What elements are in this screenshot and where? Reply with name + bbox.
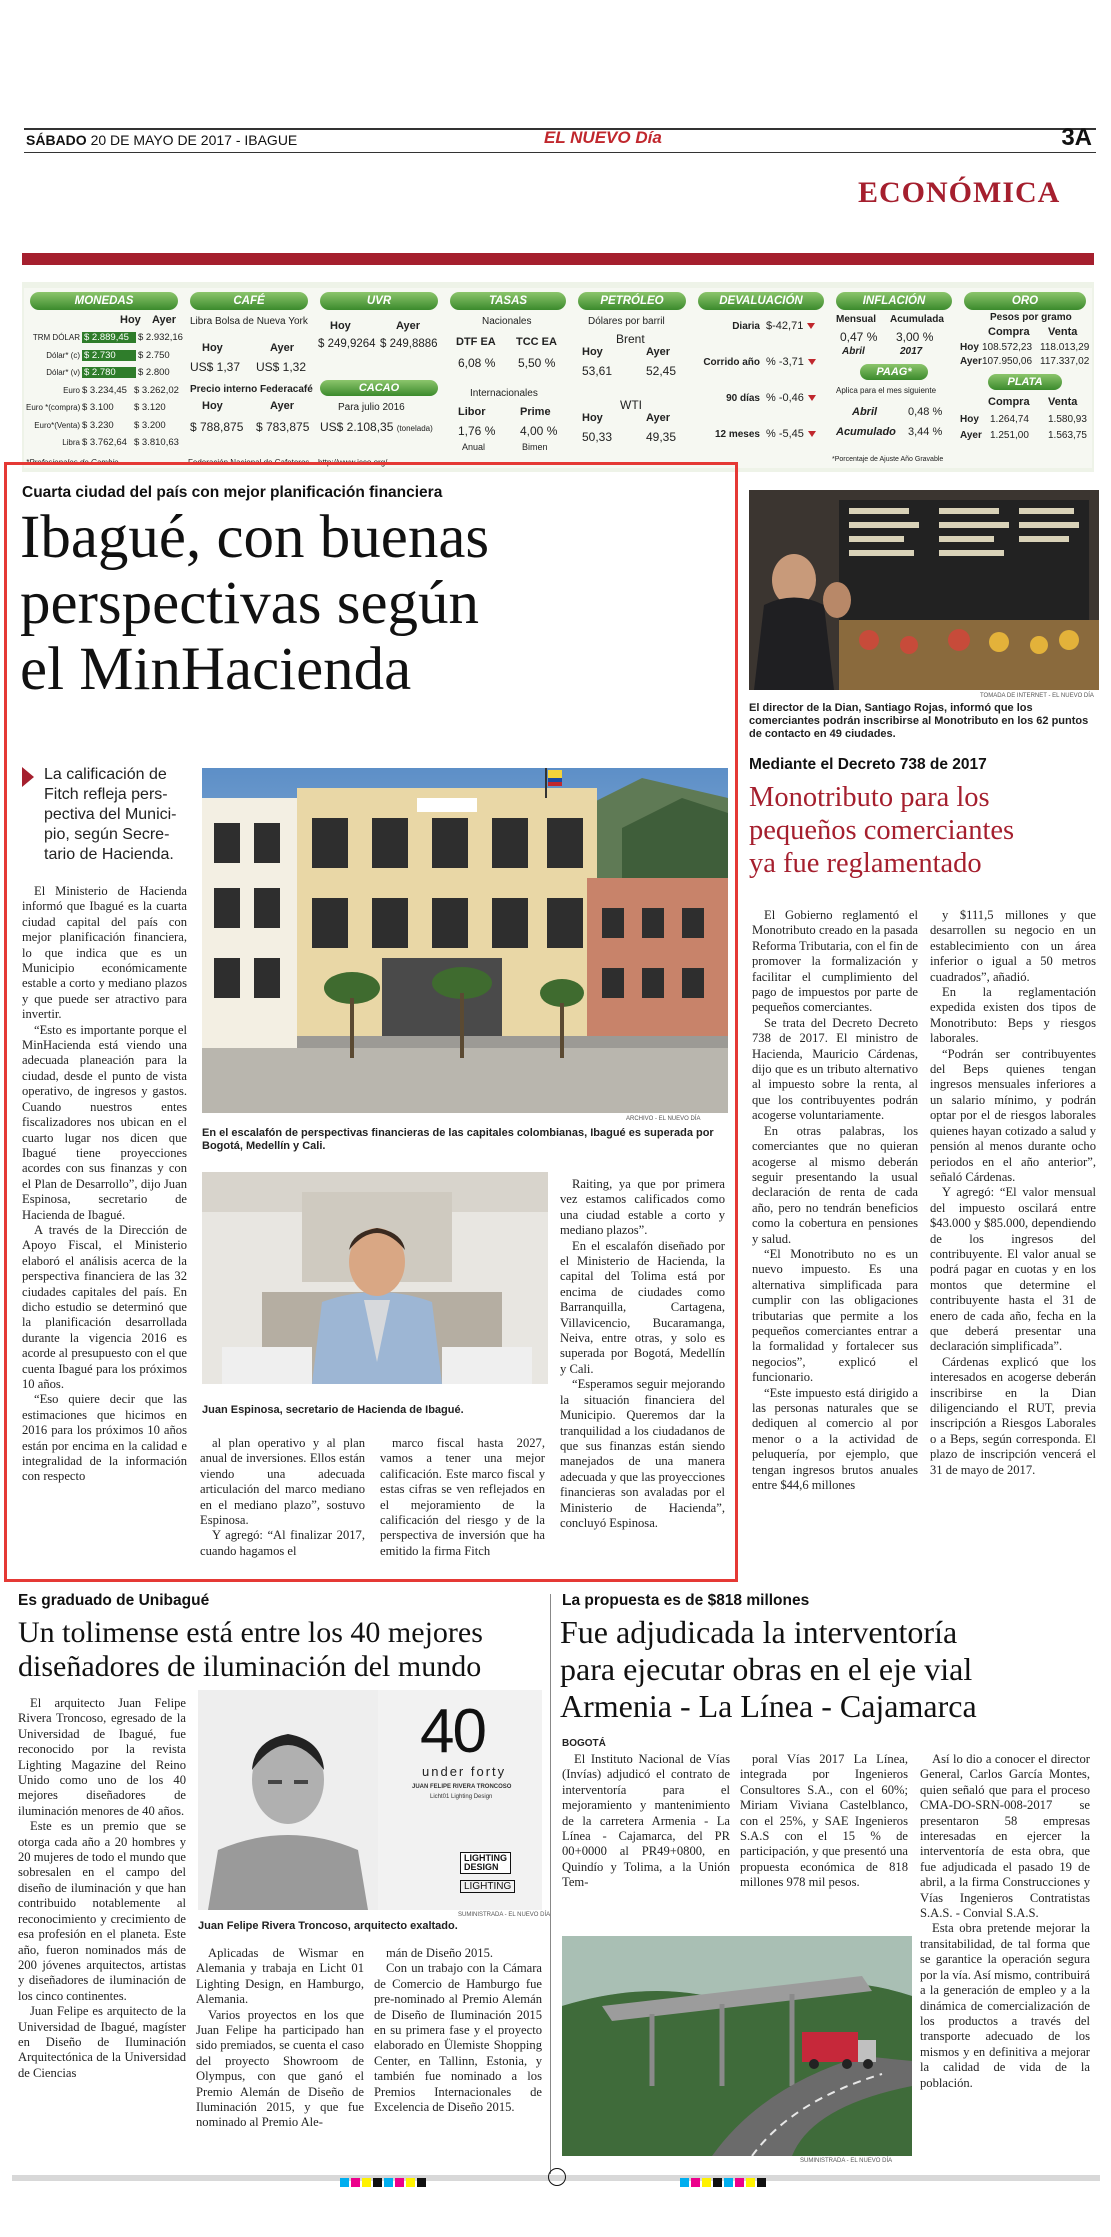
- lead-paragraph: A través de la Dirección de Apoyo Fiscal, el Ministerio elaboró el análisis acerca de la perspectiva financiera de las 32 ciudades capitales del país. En dicho estudio se determinó que la planificación desarrollada durante la vigencia 2016 es acorde al presupuesto con el que cuenta Ibagué para los próximos 10 años.: [22, 1222, 187, 1391]
- monotributo-paragraph: En la reglamentación expedida existen dos tipos de Monotributo: Beps y riesgos laborales.: [930, 985, 1096, 1046]
- monedas-row-ayer: $ 3.810,63: [134, 437, 179, 448]
- disenador-paragraph: Aplicadas de Wismar en Alemania y trabaja en Licht 01 Lighting Design, en Hamburgo, Alemania.: [196, 1946, 364, 2007]
- oro-hoy-label: Hoy: [960, 342, 979, 353]
- tasas-sub2: Internacionales: [470, 388, 538, 399]
- trend-down-icon: [808, 359, 816, 365]
- monedas-row: [26, 385, 179, 396]
- interventoria-headline-line3: Armenia - La Línea - Cajamarca: [560, 1688, 977, 1724]
- monotributo-photo-caption: El director de la Dian, Santiago Rojas, informó que los comerciantes podrán inscribirse al Monotributo en los 62 puntos de contacto en 49 ciudades.: [749, 702, 1089, 740]
- petroleo-brent-ayer: 52,45: [646, 364, 677, 378]
- inflacion-col-mensual: Mensual: [836, 314, 877, 325]
- devaluacion-row-value: $-42,71: [766, 320, 804, 332]
- day-label: SÁBADO: [26, 132, 87, 148]
- paag-sub: Aplica para el mes siguiente: [836, 386, 937, 395]
- monedas-row-hoy: $ 2.730: [82, 350, 136, 361]
- monedas-row-label: Dólar* (v): [46, 368, 80, 377]
- petroleo-title: PETRÓLEO: [578, 292, 686, 310]
- color-registration-bar-right: [680, 2174, 768, 2183]
- interventoria-paragraph: poral Vías 2017 La Línea, integrada por Ingenieros Consultores S.A., con el 60%; Miriam Viviana Castelblanco, con el 25%, y SAE Ingenieros S.A.S con el 15 % de participación, y que presentó una propuesta económica de 818 millones 978 mil pesos.: [740, 1752, 908, 1890]
- disenador-headline-line2: diseñadores de iluminación del mundo: [18, 1650, 482, 1683]
- panel-uvr: [314, 288, 445, 468]
- road-illustration: [562, 1936, 912, 2156]
- page-header: [24, 124, 1096, 152]
- monedas-row-hoy: $ 3.762,64: [82, 437, 127, 448]
- paag-abril-label: Abril: [852, 406, 878, 418]
- cacao-value-row: [320, 420, 433, 434]
- interventoria-kicker: La propuesta es de $818 millones: [562, 1592, 810, 1609]
- monedas-row-hoy: $ 3.100: [82, 402, 114, 413]
- paag-title: PAAG*: [860, 364, 928, 380]
- monotributo-headline-line1: Monotributo para los: [749, 782, 990, 813]
- oro-hoy-venta: 118.013,29: [1040, 342, 1090, 353]
- cafe-col-ayer: Ayer: [270, 342, 295, 354]
- inflacion-title: INFLACIÓN: [836, 292, 952, 310]
- paag-acumulado-label: Acumulado: [836, 426, 896, 438]
- disenador-paragraph: Varios proyectos en los que Juan Felipe ha participado han sido premiados, se cuenta el caso del proyecto Showroom de Olympus, con que ganó el Premio Alemán de Diseño de Iluminación 2015, y que fue nominado al Premio Ale-: [196, 2007, 364, 2130]
- lead-paragraph: Raiting, ya que por primera vez estamos calificados como una ciudad estable a corto y mediano plazos”.: [560, 1177, 725, 1238]
- petroleo-col-ayer-2: Ayer: [646, 412, 671, 424]
- lead-photo1-credit: ARCHIVO - EL NUEVO DÍA: [626, 1116, 701, 1122]
- cacao-title: CACAO: [320, 380, 438, 396]
- monotributo-paragraph: Se trata del Decreto Decreto 738 de 2017. El ministro de Hacienda, Mauricio Cárdenas, dijo que es un tributo alternativo al impuesto sobre la renta, al que los contribuyentes podrán acogerse voluntariamente.: [752, 1015, 918, 1123]
- summary-marker-icon: [22, 767, 34, 787]
- award-number: 40: [420, 1697, 485, 1766]
- interventoria-column-2: [740, 1752, 908, 1891]
- petroleo-wti-ayer: 49,35: [646, 430, 677, 444]
- monedas-row-hoy: $ 3.230: [82, 419, 114, 431]
- petroleo-col-ayer: Ayer: [646, 346, 671, 358]
- disenador-column-2: [196, 1946, 364, 2131]
- oro-hoy-compra: 108.572,23: [982, 342, 1033, 353]
- column-rule: [550, 1594, 551, 2174]
- lead-building-photo: [202, 768, 728, 1113]
- lead-paragraph: Y agregó: “Al finalizar 2017, cuando hagamos el: [200, 1528, 365, 1558]
- uvr-ayer: $ 249,8886: [380, 338, 438, 350]
- lead-column-4: [560, 1177, 725, 1531]
- disenador-column-3: [374, 1946, 542, 2115]
- interventoria-dateline: BOGOTÁ: [562, 1738, 606, 1749]
- tasas-libor: 1,76 %: [458, 424, 496, 438]
- monotributo-headline-line2: pequeños comerciantes: [749, 815, 1015, 846]
- plata-col-venta: Venta: [1048, 396, 1078, 408]
- interventoria-paragraph: Así lo dio a conocer el director General, Carlos García Montes, quien señaló que para el proceso CMA-DO-SRN-008-2017 se presentaron 58 empresas interesadas en ejercer la interventoría de esta obra, que fue adjudicada el pasado 19 de abril, a la firma Construcciones y Vías Ingenieros Contratistas S.A.S. - Convial S.A.S.: [920, 1752, 1090, 1921]
- monedas-row-label: Euro *(compra): [26, 403, 81, 412]
- summary-line: La calificación de: [44, 766, 167, 783]
- monotributo-paragraph: Y agregó: “El valor mensual del impuesto oscilará entre $43.000 y $85.000, dependiendo de los ingresos del contribuyente. El valor anual se podrá pagar en cuotas y en los montos que determine el contribuyente hasta el 31 de enero de cada año, fecha en la que deberá presentar una declaración simplificada”.: [930, 1185, 1096, 1354]
- date-label: 20 DE MAYO DE 2017 - IBAGUE: [90, 132, 298, 148]
- uvr-col-hoy: Hoy: [330, 320, 351, 332]
- disenador-photo-caption: Juan Felipe Rivera Troncoso, arquitecto exaltado.: [198, 1920, 458, 1932]
- plata-col-compra: Compra: [988, 396, 1030, 408]
- disenador-kicker: Es graduado de Unibagué: [18, 1592, 210, 1609]
- date-line: [26, 132, 297, 148]
- lead-paragraph: marco fiscal hasta 2027, vamos a tener una mejor calificación. Este marco fiscal y estas cifras se ven reflejados en el mejoramiento de la calificación del riesgo y de la perspectiva de inversión que ha emitido la firma Fitch: [380, 1436, 545, 1558]
- monotributo-headline: [749, 781, 1099, 880]
- lead-paragraph: “Eso quiere decir que las estimaciones que hicimos en 2016 para los próximos 10 años están por encima en la calidad e integralidad de la información con respecto: [22, 1392, 187, 1484]
- tasas-dtf: 6,08 %: [458, 356, 496, 370]
- interventoria-paragraph: El Instituto Nacional de Vías (Invías) adjudicó el contrato de interventoría para el mejoramiento y mantenimiento de la carretera Armenia - La Línea - Cajamarca, del PR 00+0000 al PR49+0800, en Quindío y Tolima, a la Unión Tem-: [562, 1752, 730, 1890]
- inflacion-col-acumulada: Acumulada: [890, 314, 944, 325]
- cacao-unit: (tonelada): [396, 424, 433, 433]
- monotributo-photo: [749, 490, 1099, 690]
- devaluacion-row: [696, 428, 826, 440]
- devaluacion-row: [696, 356, 826, 368]
- market-stall-illustration: [749, 490, 1099, 690]
- monotributo-paragraph: “Podrán ser contribuyentes del Beps quienes tengan ingresos mensuales inferiores a un salario mínimo, y podrán optar por el de riesgos laborales quienes hayan cotizado a salud y pensión al menos durante ocho periodos en el año anterior”, señaló Cárdenas.: [930, 1046, 1096, 1184]
- award-tagline: under forty: [422, 1764, 507, 1779]
- inflacion-note: *Porcentaje de Ajuste Año Gravable: [832, 456, 944, 463]
- interventoria-road-photo: [562, 1936, 912, 2156]
- monotributo-paragraph: En otras palabras, los comerciantes que no quieran acogerse al mismo deberán seguir presentando la usual declaración de renta de cada año, pero no tendrán beneficios como la cobertura en pensiones y salud.: [752, 1123, 918, 1246]
- lighting-design-logo: [460, 1852, 511, 1874]
- devaluacion-row-label: Diaria: [732, 321, 760, 332]
- trend-down-icon: [807, 323, 815, 329]
- monedas-row-ayer: $ 2.750: [138, 349, 170, 361]
- summary-line: tario de Hacienda.: [44, 846, 174, 863]
- tasas-sub: Nacionales: [482, 316, 532, 327]
- monedas-row-ayer: $ 3.120: [134, 402, 166, 413]
- monedas-row-label: Euro: [63, 385, 80, 395]
- architect-portrait-illustration: [198, 1690, 378, 1910]
- monedas-row-label: Libra: [62, 438, 80, 447]
- logo-word: DESIGN: [464, 1862, 499, 1872]
- petroleo-col-hoy-2: Hoy: [582, 412, 603, 424]
- monedas-row: [26, 437, 179, 448]
- petroleo-sub: Dólares por barril: [588, 316, 665, 327]
- interventoria-column-1: [562, 1752, 730, 1891]
- cafe-hoy2: $ 788,875: [190, 420, 244, 434]
- disenador-column-1: [18, 1696, 186, 2081]
- monotributo-paragraph: El Gobierno reglamentó el Monotributo creado en la pasada Reforma Tributaria, con el fin de promover la formalización y facilitar el cumplimiento del pago de impuestos por parte de pequeños comerciantes.: [752, 908, 918, 1015]
- panel-tasas: [444, 288, 573, 468]
- lead-column-1: [22, 884, 187, 1485]
- cacao-sub: Para julio 2016: [338, 402, 405, 413]
- monotributo-paragraph: “Este impuesto está dirigido a las personas naturales que se dediquen al comercio al por menor o a la actividad de peluquería, por ejemplo, que tengan ingresos brutos anuales entre $44,6 millones: [752, 1385, 918, 1493]
- plata-ayer-compra: 1.251,00: [990, 430, 1029, 441]
- inflacion-month: Abril: [842, 346, 865, 357]
- monedas-row: [26, 350, 170, 361]
- disenador-paragraph: mán de Diseño 2015.: [386, 1946, 494, 1960]
- building-illustration: [202, 768, 728, 1113]
- panel-petroleo: [572, 288, 693, 468]
- plata-hoy-label: Hoy: [960, 414, 979, 425]
- plata-title: PLATA: [988, 374, 1062, 390]
- disenador-paragraph: Este es un premio que se otorga cada año a 20 hombres y 20 mujeres de todo el mundo que sobresalen en el campo del diseño de iluminación y que han contribuido notablemente al reconocimiento y crecimiento de esa profesión en el planeta. Este año, fueron nominados más de 200 jóvenes arquitectos, artistas y diseñadores de iluminación de los cinco continentes.: [18, 1819, 186, 2003]
- devaluacion-row-label: 12 meses: [714, 429, 760, 440]
- cafe-sub: Libra Bolsa de Nueva York: [190, 316, 308, 327]
- petroleo-brent: Brent: [616, 332, 645, 346]
- lead-summary-text: [44, 765, 177, 865]
- trend-down-icon: [808, 395, 816, 401]
- tasas-col-libor: Libor: [458, 406, 486, 418]
- oro-col-compra: Compra: [988, 326, 1030, 338]
- cafe-col-ayer-2: Ayer: [270, 400, 295, 412]
- monedas-row-label: TRM DÓLAR: [32, 333, 80, 342]
- newspaper-logo: EL NUEVO Día: [544, 128, 662, 147]
- color-registration-bar-left: [340, 2174, 428, 2183]
- panel-cafe: [184, 288, 315, 468]
- panel-devaluacion: [692, 288, 831, 468]
- cafe-sub2: Precio interno Federacafé: [190, 384, 313, 395]
- devaluacion-row-value: % -0,46: [766, 392, 804, 404]
- monedas-row: [26, 402, 166, 413]
- portrait-illustration: [202, 1172, 548, 1384]
- uvr-col-ayer: Ayer: [396, 320, 421, 332]
- devaluacion-row: [696, 320, 826, 332]
- petroleo-wti: WTI: [620, 398, 642, 412]
- oro-ayer-compra: 107.950,06: [982, 356, 1033, 367]
- page-number: 3A: [1061, 124, 1092, 151]
- interventoria-headline: [560, 1614, 1100, 1725]
- cafe-note: Federación Nacional de Cafeteros: [188, 458, 310, 467]
- lead-paragraph: al plan operativo y al plan anual de inversiones. Ellos están viendo una adecuada articulación del marco mediano en el mediano plazo”, sostuvo Espinosa.: [200, 1436, 365, 1528]
- paag-acumulado-value: 3,44 %: [908, 426, 943, 438]
- monotributo-photo-credit: TOMADA DE INTERNET - EL NUEVO DÍA: [980, 693, 1094, 699]
- devaluacion-row-value: % -3,71: [766, 356, 804, 368]
- cafe-col-hoy-2: Hoy: [202, 400, 223, 412]
- monedas-row-ayer: $ 2.932,16: [138, 332, 183, 343]
- monedas-row-label: Euro*(Venta): [34, 420, 80, 430]
- devaluacion-row-label: Corrido año: [703, 357, 760, 368]
- monotributo-paragraph: Cárdenas explicó que los interesados en acogerse deberán inscribirse en la Dian diligenciando el RUT, previa inscripción a Riesgos Laborales o a Beps, según corresponda. El plazo de inscripción vencerá el 31 de mayo de 2017.: [930, 1354, 1096, 1477]
- summary-line: Fitch refleja pers-: [44, 786, 168, 803]
- lead-paragraph: En el escalafón diseñado por el Ministerio de Hacienda, la capital del Tolima está por encima de ciudades como Barranquilla, Cartagena, Villavicencio, Bucaramanga, Neiva, entre otras, y solo es superada por Bogotá, Medellín y Cali.: [560, 1238, 725, 1376]
- interventoria-headline-line1: Fue adjudicada la interventoría: [560, 1614, 958, 1650]
- lead-paragraph: “Esto es importante porque el MinHacienda está viendo una adecuada planeación para la ciudad, desde el punto de vista operativo, de ingresos y gastos. Cuando nuestros entes fiscalizadores nos ubican en el cuarto lugar nos dicen que Ibagué tiene proyecciones acordes con sus finanzas y con el Plan de Desarrollo”, dijo Juan Espinosa, secretario de Hacienda de Ibagué.: [22, 1022, 187, 1222]
- lead-column-3: [380, 1436, 545, 1559]
- inflacion-acumulada: 3,00 %: [896, 330, 934, 344]
- monedas-row-ayer: $ 3.200: [134, 419, 166, 431]
- award-name: JUAN FELIPE RIVERA TRONCOSO: [412, 1784, 512, 1790]
- oro-title: ORO: [964, 292, 1086, 310]
- tasas-tcc: 5,50 %: [518, 356, 556, 370]
- oro-ayer-label: Ayer: [960, 356, 982, 367]
- logo-word: LIGHTING: [464, 1853, 507, 1863]
- cafe-hoy: US$ 1,37: [190, 360, 241, 374]
- uvr-note: http://www.icco.org/: [318, 458, 388, 467]
- monedas-row-ayer: $ 3.262,02: [134, 384, 179, 396]
- plata-ayer-venta: 1.563,75: [1048, 430, 1087, 441]
- monedas-row-hoy: $ 3.234,45: [82, 384, 127, 396]
- tasas-title: TASAS: [450, 292, 566, 310]
- lead-portrait-photo: [202, 1172, 548, 1384]
- award-company: Licht01 Lighting Design: [430, 1794, 493, 1800]
- monotributo-column-2: [930, 908, 1096, 1478]
- uvr-title: UVR: [320, 292, 438, 310]
- cafe-col-hoy: Hoy: [202, 342, 223, 354]
- monedas-row: [26, 420, 166, 431]
- lead-photo2-caption: Juan Espinosa, secretario de Hacienda de Ibagué.: [202, 1404, 464, 1416]
- lead-column-2: [200, 1436, 365, 1559]
- lead-headline-line1: Ibagué, con buenas: [20, 504, 490, 571]
- section-title: ECONÓMICA: [858, 176, 1061, 209]
- plata-hoy-compra: 1.264,74: [990, 414, 1029, 425]
- oro-col-venta: Venta: [1048, 326, 1078, 338]
- monedas-row: [26, 332, 183, 343]
- petroleo-col-hoy: Hoy: [582, 346, 603, 358]
- devaluacion-row-value: % -5,45: [766, 428, 804, 440]
- monedas-row-hoy: $ 2.780: [82, 367, 136, 378]
- devaluacion-title: DEVALUACIÓN: [698, 292, 824, 310]
- disenador-photo-credit: SUMINISTRADA - EL NUEVO DÍA: [458, 1912, 551, 1918]
- tasas-note-anual: Anual: [462, 442, 486, 452]
- monedas-note: *Profesionales de Cambio: [26, 458, 119, 467]
- disenador-paragraph: Con un trabajo con la Cámara de Comercio de Hamburgo fue pre-nominado al Premio Alemán de Diseño de Iluminación 2015 en su primera fase y el proyecto elaborado en Ülemiste Shopping Center, en Tallinn, Estonia, y también fue nominado a los Premios Internacionales de Excelencia de Diseño 2015.: [374, 1961, 542, 2115]
- lead-paragraph: “Esperamos seguir mejorando la situación financiera del Municipio. Queremos dar la tranquilidad a los ciudadanos de que sus finanzas están siendo manejados de una manera adecuada y que las proyecciones financieras son avaladas por el Ministerio de Hacienda”, concluyó Espinosa.: [560, 1377, 725, 1530]
- monotributo-column-1: [752, 908, 918, 1493]
- lead-headline: [20, 505, 725, 703]
- lighting-logo: LIGHTING: [460, 1880, 515, 1893]
- plata-hoy-venta: 1.580,93: [1048, 414, 1087, 425]
- paag-abril-value: 0,48 %: [908, 406, 943, 418]
- lead-kicker: Cuarta ciudad del país con mejor planificación financiera: [22, 484, 443, 501]
- lead-headline-line2: perspectivas según: [20, 570, 480, 637]
- section-rule: [22, 253, 1094, 265]
- devaluacion-row-label: 90 días: [726, 393, 760, 404]
- monotributo-paragraph: y $111,5 millones y que desarrollen su negocio en un establecimiento con un área inferior o igual a 50 metros cuadrados”, añadió.: [930, 908, 1096, 984]
- disenador-paragraph: El arquitecto Juan Felipe Rivera Troncoso, egresado de la Universidad de Ibagué, fue reconocido por la revista Lighting Magazine del Reino Unido como uno de los 40 mejores diseñadores de iluminación menores de 40 años.: [18, 1696, 186, 1818]
- petroleo-brent-hoy: 53,61: [582, 364, 613, 378]
- summary-line: pectiva del Munici-: [44, 806, 177, 823]
- interventoria-headline-line2: para ejecutar obras en el eje vial: [560, 1651, 973, 1687]
- tasas-prime: 4,00 %: [520, 424, 558, 438]
- tasas-col-dtf: DTF EA: [456, 336, 496, 348]
- interventoria-column-3: [920, 1752, 1090, 2091]
- registration-mark-icon: [548, 2168, 566, 2186]
- cacao-value: US$ 2.108,35: [320, 420, 394, 434]
- petroleo-wti-hoy: 50,33: [582, 430, 613, 444]
- inflacion-year: 2017: [900, 346, 923, 357]
- cafe-title: CAFÉ: [190, 292, 308, 310]
- panel-oro: [958, 288, 1092, 468]
- monedas-row-hoy: $ 2.889,45: [82, 332, 136, 343]
- trend-down-icon: [808, 431, 816, 437]
- panel-monedas: [24, 288, 185, 468]
- tasas-note-bimen: Bimen: [522, 442, 548, 452]
- plata-ayer-label: Ayer: [960, 430, 982, 441]
- cafe-ayer: US$ 1,32: [256, 360, 307, 374]
- monedas-col-ayer: Ayer: [152, 314, 177, 326]
- oro-ayer-venta: 117.337,02: [1040, 356, 1090, 367]
- monotributo-headline-line3: ya fue reglamentado: [749, 848, 982, 879]
- lead-headline-line3: el MinHacienda: [20, 636, 412, 703]
- cafe-ayer2: $ 783,875: [256, 420, 310, 434]
- oro-sub: Pesos por gramo: [990, 312, 1072, 323]
- award-badge: [400, 1696, 540, 1896]
- monotributo-paragraph: “El Monotributo no es un nuevo impuesto. Es una alternativa simplificada para cumplir con las obligaciones tributarias que permite a los pequeños comerciantes entrar a la formalidad y fortalecer sus negocios”, explicó el funcionario.: [752, 1246, 918, 1385]
- monedas-row-label: Dólar* (c): [46, 350, 80, 360]
- uvr-hoy: $ 249,9264: [318, 338, 376, 350]
- monedas-row: [26, 367, 170, 378]
- inflacion-mensual: 0,47 %: [840, 330, 878, 344]
- monedas-row-ayer: $ 2.800: [138, 367, 170, 378]
- disenador-paragraph: Juan Felipe es arquitecto de la Universidad de Ibagué, magíster en Diseño de Iluminación Arquitectónica de la Universidad de Ciencias: [18, 2004, 186, 2080]
- summary-line: pio, según Secre-: [44, 826, 170, 843]
- interventoria-photo-credit: SUMINISTRADA - EL NUEVO DÍA: [800, 2158, 893, 2164]
- tasas-col-tcc: TCC EA: [516, 336, 557, 348]
- tasas-col-prime: Prime: [520, 406, 551, 418]
- panel-inflacion: [830, 288, 959, 468]
- monedas-col-hoy: Hoy: [120, 314, 141, 326]
- disenador-headline: [18, 1616, 548, 1684]
- devaluacion-row: [696, 392, 826, 404]
- interventoria-paragraph: Esta obra pretende mejorar la transitabilidad, de tal forma que se garantice la operación segura por la vía. Así mismo, contribuirá a la generación de empleo y a la dinámica de comercialización de los productos a través del transporte adecuado de los mismos y en definitiva a mejorar la calidad de vida de la población.: [920, 1921, 1090, 2090]
- lead-paragraph: El Ministerio de Hacienda informó que Ibagué es la cuarta ciudad capital del país con mejor planificación financiera, lo que indica que es un Municipio económicamente estable a corto y mediano plazos y que puede ser atractivo para invertir.: [22, 884, 187, 1022]
- lead-photo1-caption: En el escalafón de perspectivas financieras de las capitales colombianas, Ibagué es superada por Bogotá, Medellín y Cali.: [202, 1127, 714, 1152]
- monotributo-kicker: Mediante el Decreto 738 de 2017: [749, 756, 987, 773]
- monedas-title: MONEDAS: [30, 292, 178, 310]
- disenador-headline-line1: Un tolimense está entre los 40 mejores: [18, 1616, 483, 1649]
